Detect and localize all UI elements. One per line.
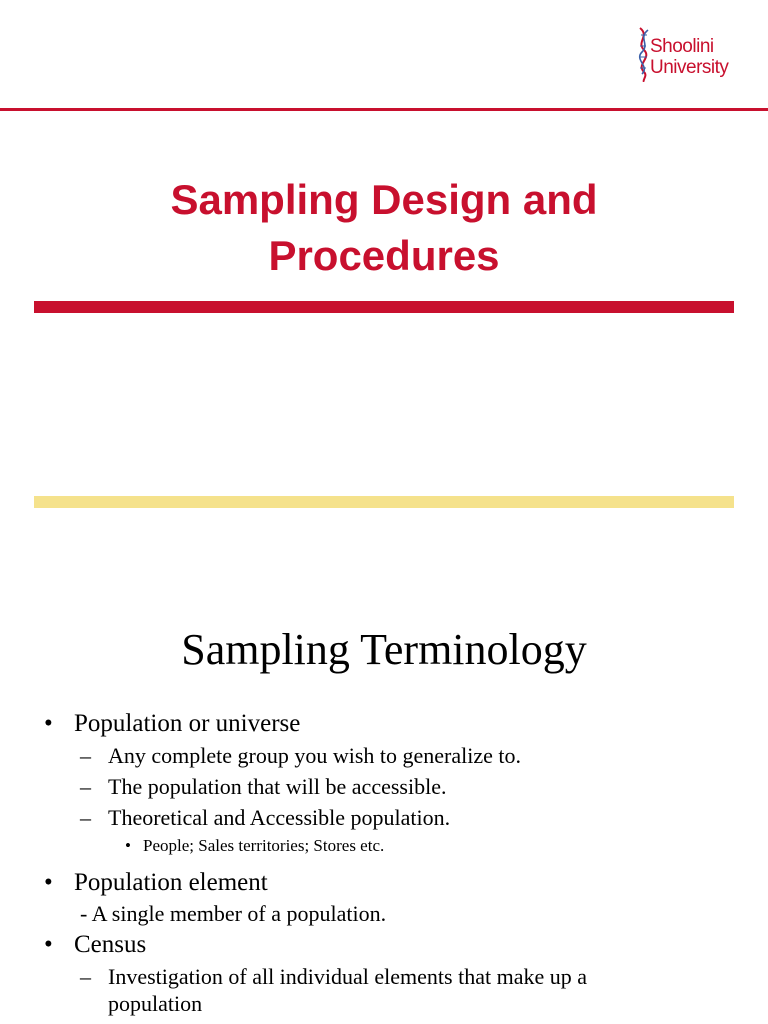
sub-bullet-text: Theoretical and Accessible population.: [108, 805, 451, 830]
logo-line-2: University: [650, 57, 729, 78]
bullet-item: [0, 867, 768, 899]
sub-sub-bullet-text: People; Sales territories; Stores etc.: [143, 836, 385, 855]
sub-bullet-text: Investigation of all individual elements that make up a: [108, 964, 587, 989]
bullet-icon: •: [44, 710, 53, 737]
dash-icon: –: [80, 743, 91, 768]
sub-bullet-item: [0, 802, 768, 833]
slide-title-line-1: Sampling Design and: [170, 176, 598, 223]
header-divider: [0, 108, 768, 111]
yellow-accent-bar: [34, 496, 734, 508]
slide-heading: Sampling Terminology: [181, 625, 587, 674]
bullet-item: [0, 929, 768, 961]
sub-bullet-text-continued: population: [108, 991, 203, 1016]
bullet-list: [0, 708, 768, 1016]
plain-line-text: - A single member of a population.: [80, 901, 387, 926]
slide-title: [40, 172, 728, 284]
sub-bullet-item: [0, 771, 768, 802]
dash-icon: –: [80, 964, 91, 989]
terminology-slide: [0, 576, 768, 1024]
university-logo: [634, 26, 746, 86]
sub-bullet-text: The population that will be accessible.: [108, 774, 447, 799]
logo-line-1: Shoolini: [650, 36, 714, 57]
bullet-icon: •: [44, 869, 53, 896]
bullet-text: Population element: [74, 869, 268, 896]
dash-icon: –: [80, 774, 91, 799]
bullet-text: Census: [74, 931, 147, 958]
bullet-icon: •: [44, 931, 53, 958]
sub-bullet-item: [0, 740, 768, 771]
logo-wordmark: [650, 36, 728, 78]
sub-sub-bullet-item: [0, 833, 768, 859]
bullet-icon: •: [125, 836, 131, 855]
dash-icon: –: [80, 805, 91, 830]
bullet-item: [0, 708, 768, 740]
sub-bullet-item: [0, 961, 708, 1016]
sub-bullet-text: Any complete group you wish to generalize to.: [108, 743, 522, 768]
bullet-text: Population or universe: [74, 710, 301, 737]
plain-line: [0, 899, 768, 929]
red-accent-bar: [34, 301, 734, 313]
slide-title-line-2: Procedures: [268, 232, 500, 279]
spacer: [0, 859, 768, 867]
